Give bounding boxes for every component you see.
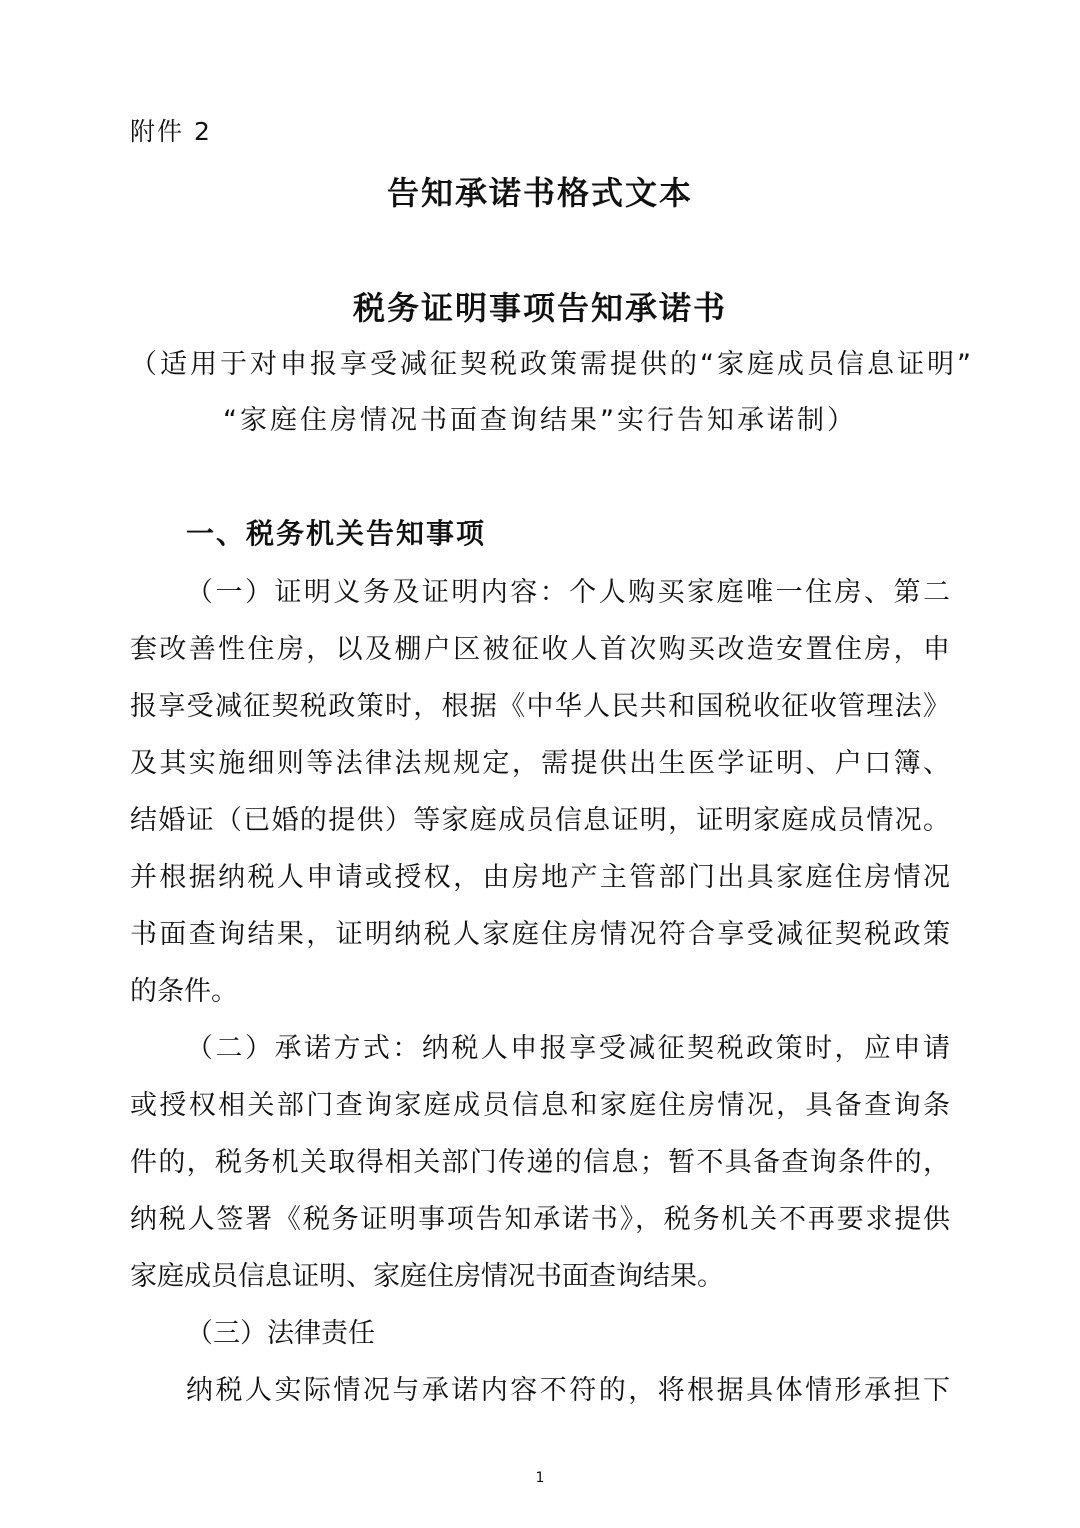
para-3-heading: （三）法律责任 <box>186 1318 375 1349</box>
para-1-line: 报享受减征契税政策时，根据《中华人民共和国税收征收管理法》 <box>130 691 950 722</box>
para-1-line: （一）证明义务及证明内容：个人购买家庭唯一住房、第二 <box>186 577 950 608</box>
attachment-label: 附件 2 <box>130 117 212 146</box>
para-1-line: 并根据纳税人申请或授权，由房地产主管部门出具家庭住房情况 <box>130 862 950 893</box>
para-1-line: 结婚证（已婚的提供）等家庭成员信息证明，证明家庭成员情况。 <box>130 805 950 836</box>
document-subtitle: 税务证明事项告知承诺书 <box>352 289 727 327</box>
document-title: 告知承诺书格式文本 <box>386 174 693 212</box>
para-1-line: 套改善性住房，以及棚户区被征收人首次购买改造安置住房，申 <box>130 634 950 665</box>
para-2-line: 件的，税务机关取得相关部门传递的信息；暂不具备查询条件的， <box>130 1147 950 1178</box>
para-1-line: 书面查询结果，证明纳税人家庭住房情况符合享受减征契税政策 <box>130 919 950 950</box>
para-2-line: 纳税人签署《税务证明事项告知承诺书》，税务机关不再要求提供 <box>130 1204 950 1235</box>
para-2-line: 或授权相关部门查询家庭成员信息和家庭住房情况，具备查询条 <box>130 1090 950 1121</box>
para-1-line: 及其实施细则等法律法规规定，需提供出生医学证明、户口簿、 <box>130 748 950 779</box>
para-4-line: 纳税人实际情况与承诺内容不符的，将根据具体情形承担下 <box>186 1375 950 1406</box>
scope-note-line-2: “家庭住房情况书面查询结果”实行告知承诺制） <box>223 405 857 436</box>
scope-note-line-1: （适用于对申报享受减征契税政策需提供的“家庭成员信息证明” <box>130 349 974 380</box>
para-1-line: 的条件。 <box>130 976 238 1007</box>
page-number: 1 <box>535 1470 545 1486</box>
section-1-heading: 一、税务机关告知事项 <box>186 517 487 550</box>
para-2-line: 家庭成员信息证明、家庭住房情况书面查询结果。 <box>130 1261 724 1292</box>
para-2-line: （二）承诺方式：纳税人申报享受减征契税政策时，应申请 <box>186 1033 950 1064</box>
